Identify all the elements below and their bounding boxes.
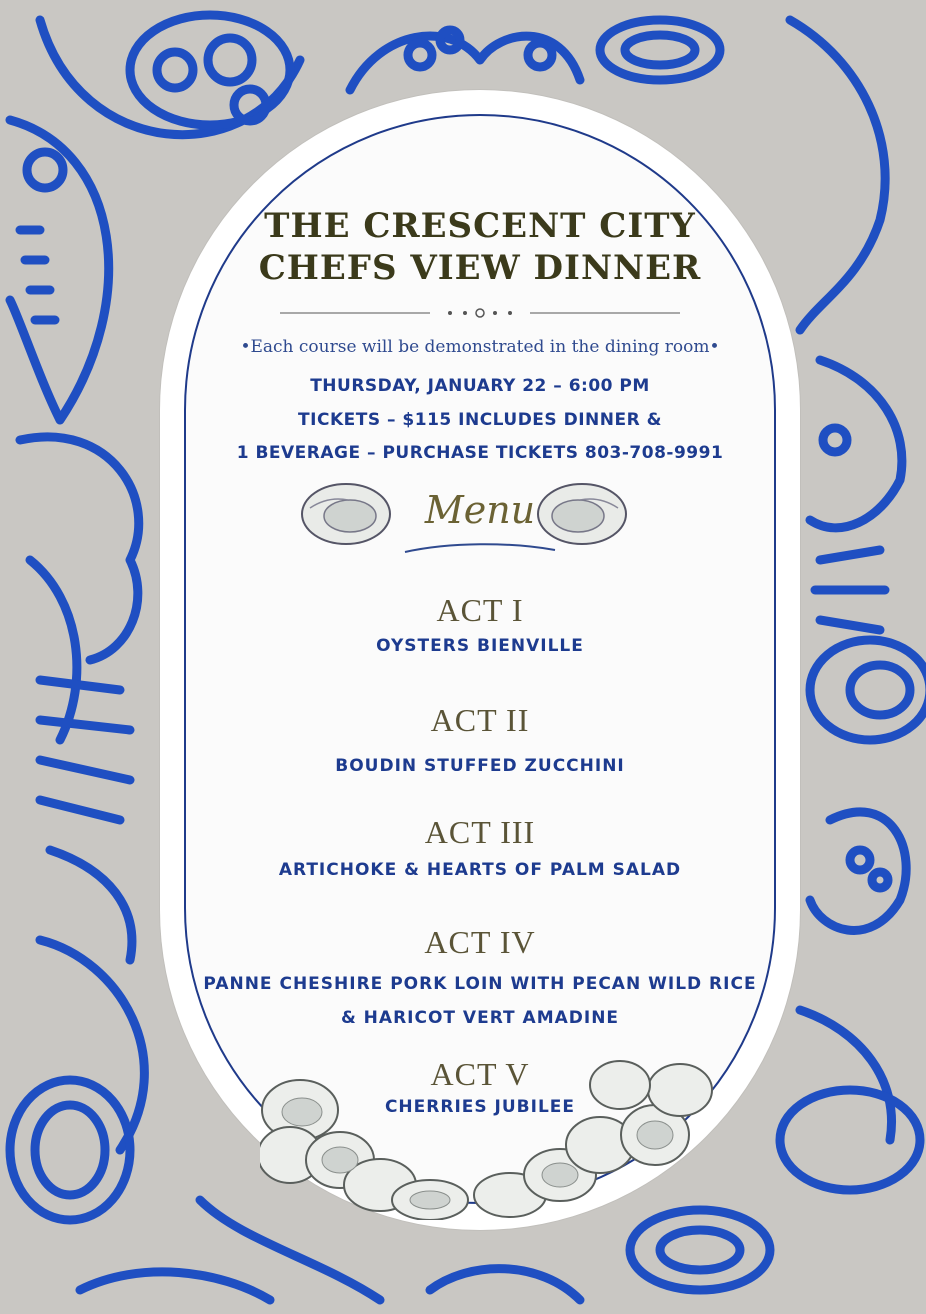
act-3-dish: ARTICHOKE & HEARTS OF PALM SALAD [278,860,682,880]
act-4-dish-line-2: & HARICOT VERT AMADINE [340,1008,620,1028]
act-5-label: ACT V [430,1056,530,1092]
event-tickets-line-1: TICKETS – $115 INCLUDES DINNER & [298,410,662,430]
fish-tail-icon [800,1010,892,1140]
crab-claw-icon [790,20,885,330]
event-tickets-line-2: 1 BEVERAGE – PURCHASE TICKETS 803-708-9991 [236,443,724,463]
oyster-shell-icon [600,20,720,80]
act-2-dish: BOUDIN STUFFED ZUCCHINI [335,756,625,776]
subtitle: •Each course will be demonstrated in the dining room• [240,337,720,357]
event-date-time: THURSDAY, JANUARY 22 – 6:00 PM [310,376,650,396]
act-2-label: ACT II [430,702,530,738]
act-4-dish-line-1: PANNE CHESHIRE PORK LOIN WITH PECAN WILD RICE [203,974,757,994]
act-4-label: ACT IV [424,924,536,960]
lobster-icon [20,437,139,660]
ornament-divider [280,306,680,320]
act-1-label: ACT I [436,592,524,628]
act-3-label: ACT III [424,814,536,850]
title-line-1: THE CRESCENT CITY [264,206,696,246]
act-5-dish: CHERRIES JUBILEE [384,1097,576,1117]
oyster-cluster-icon [260,1050,720,1220]
oyster-right-icon [530,478,630,550]
act-1-dish: OYSTERS BIENVILLE [376,636,584,656]
title-line-2: CHEFS VIEW DINNER [258,248,702,288]
menu-heading: Menu [424,488,536,532]
